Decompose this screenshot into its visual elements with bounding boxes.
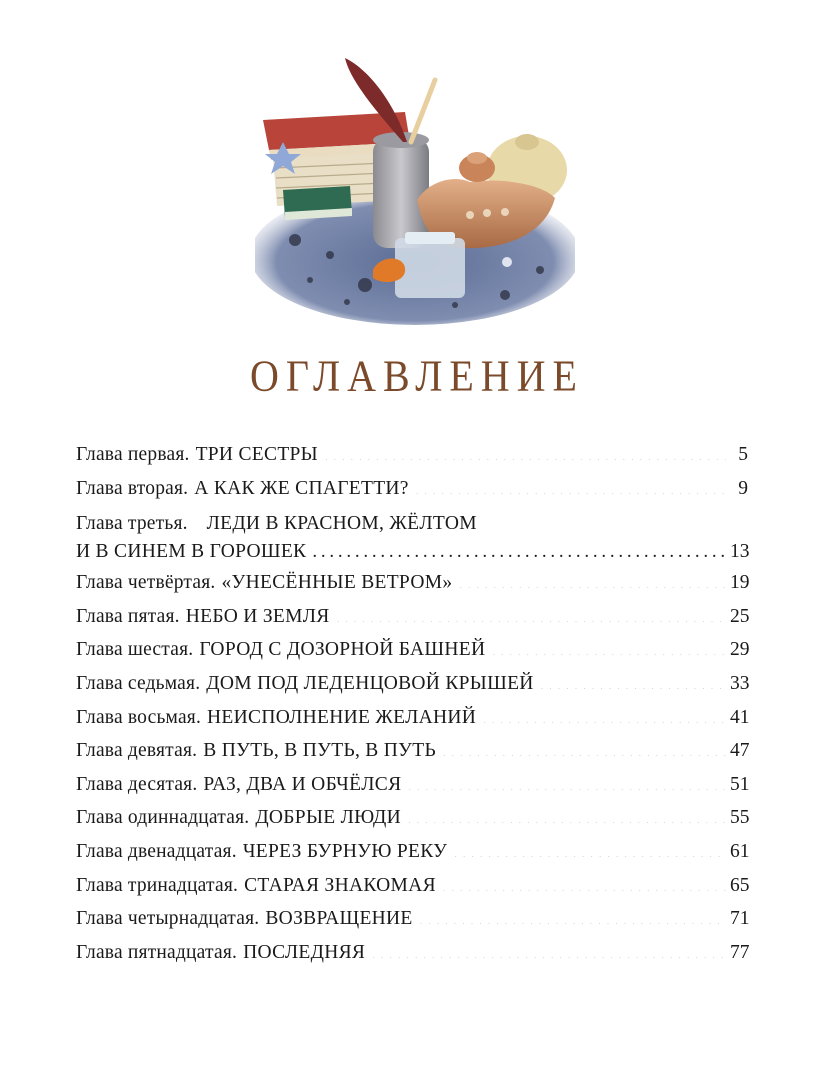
toc-entry[interactable] (76, 633, 748, 667)
page-number: 61 (730, 840, 750, 862)
chapter-title: СТАРАЯ ЗНАКОМАЯ (244, 874, 436, 896)
chapter-title: ТРИ СЕСТРЫ (195, 444, 318, 465)
dot-leader (453, 837, 726, 857)
dot-leader (540, 669, 726, 689)
toc-entry[interactable] (76, 472, 748, 506)
dot-leader (336, 602, 726, 622)
page-title: ОГЛАВЛЕНИЕ (250, 350, 584, 401)
toc-entry[interactable] (76, 734, 748, 768)
toc-entry[interactable] (76, 438, 748, 472)
chapter-label: Глава шестая. (76, 639, 194, 661)
toc-entry[interactable] (76, 566, 748, 600)
dot-leader (442, 736, 726, 756)
chapter-title: НЕИСПОЛНЕНИЕ ЖЕЛАНИЙ (207, 706, 477, 728)
page-number: 5 (738, 444, 748, 465)
toc-entry[interactable] (76, 801, 748, 835)
chapter-title: НЕБО И ЗЕМЛЯ (185, 605, 330, 627)
still-life-illustration (255, 50, 575, 325)
chapter-label: Глава девятая. (76, 740, 198, 762)
page-number: 13 (730, 541, 750, 563)
chapter-label: Глава десятая. (76, 773, 198, 795)
page-number: 65 (730, 874, 750, 896)
page-number: 71 (730, 908, 750, 930)
page-number: 33 (730, 672, 750, 694)
dot-leader (415, 474, 726, 494)
chapter-title: В ПУТЬ, В ПУТЬ, В ПУТЬ (203, 740, 436, 762)
chapter-title: ДОБРЫЕ ЛЮДИ (255, 807, 402, 829)
dot-leader (491, 635, 726, 655)
chapter-label: Глава пятая. (76, 605, 180, 627)
chapter-title-continued: И В СИНЕМ В ГОРОШЕК (76, 541, 307, 563)
page-number: 41 (730, 706, 750, 728)
toc-entry[interactable] (76, 835, 748, 869)
dot-leader (419, 904, 726, 924)
chapter-title: РАЗ, ДВА И ОБЧЁЛСЯ (203, 773, 402, 795)
dot-leader (312, 537, 726, 557)
toc-entry[interactable] (76, 869, 748, 903)
chapter-label: Глава вторая. (76, 477, 189, 499)
chapter-label: Глава пятнадцатая. (76, 941, 238, 963)
chapter-title: А КАК ЖЕ СПАГЕТТИ? (194, 477, 409, 499)
dot-leader (442, 871, 726, 891)
page-number: 29 (730, 639, 750, 661)
toc-entry[interactable] (76, 768, 748, 802)
page-number: 19 (730, 572, 750, 594)
page-number: 47 (730, 740, 750, 762)
page-number: 51 (730, 773, 750, 795)
chapter-title: ПОСЛЕДНЯЯ (243, 941, 366, 963)
chapter-label: Глава тринадцатая. (76, 874, 239, 896)
toc-entry[interactable] (76, 667, 748, 701)
chapter-label: Глава седьмая. (76, 672, 201, 694)
chapter-title: ГОРОД С ДОЗОРНОЙ БАШНЕЙ (199, 639, 486, 661)
chapter-label: Глава четвёртая. (76, 572, 216, 594)
dot-leader (482, 703, 726, 723)
toc-entry[interactable] (76, 936, 748, 970)
chapter-label: Глава восьмая. (76, 706, 202, 728)
toc-entry[interactable] (76, 505, 748, 566)
chapter-title: ДОМ ПОД ЛЕДЕНЦОВОЙ КРЫШЕЙ (206, 672, 534, 694)
chapter-title: «УНЕСЁННЫЕ ВЕТРОМ» (221, 572, 453, 594)
chapter-label: Глава первая. (76, 444, 190, 465)
chapter-title: ВОЗВРАЩЕНИЕ (265, 908, 413, 930)
chapter-title: ЛЕДИ В КРАСНОМ, ЖЁЛТОМ (206, 513, 477, 535)
dot-leader (324, 440, 726, 460)
dot-leader (407, 770, 726, 790)
chapter-label: Глава четырнадцатая. (76, 908, 260, 930)
chapter-label: Глава третья. (76, 513, 188, 535)
table-of-contents (76, 438, 748, 969)
chapter-title: ЧЕРЕЗ БУРНУЮ РЕКУ (242, 840, 448, 862)
dot-leader (458, 568, 726, 588)
page-number: 77 (730, 941, 750, 963)
toc-entry[interactable] (76, 600, 748, 634)
toc-entry[interactable] (76, 902, 748, 936)
dot-leader (371, 938, 726, 958)
toc-entry[interactable] (76, 701, 748, 735)
chapter-label: Глава двенадцатая. (76, 840, 237, 862)
page-number: 9 (738, 477, 748, 499)
dot-leader (407, 803, 726, 823)
chapter-label: Глава одиннадцатая. (76, 807, 250, 829)
page-number: 25 (730, 605, 750, 627)
still-life-books-quill-inkpot-illustration (255, 50, 575, 325)
page-number: 55 (730, 807, 750, 829)
